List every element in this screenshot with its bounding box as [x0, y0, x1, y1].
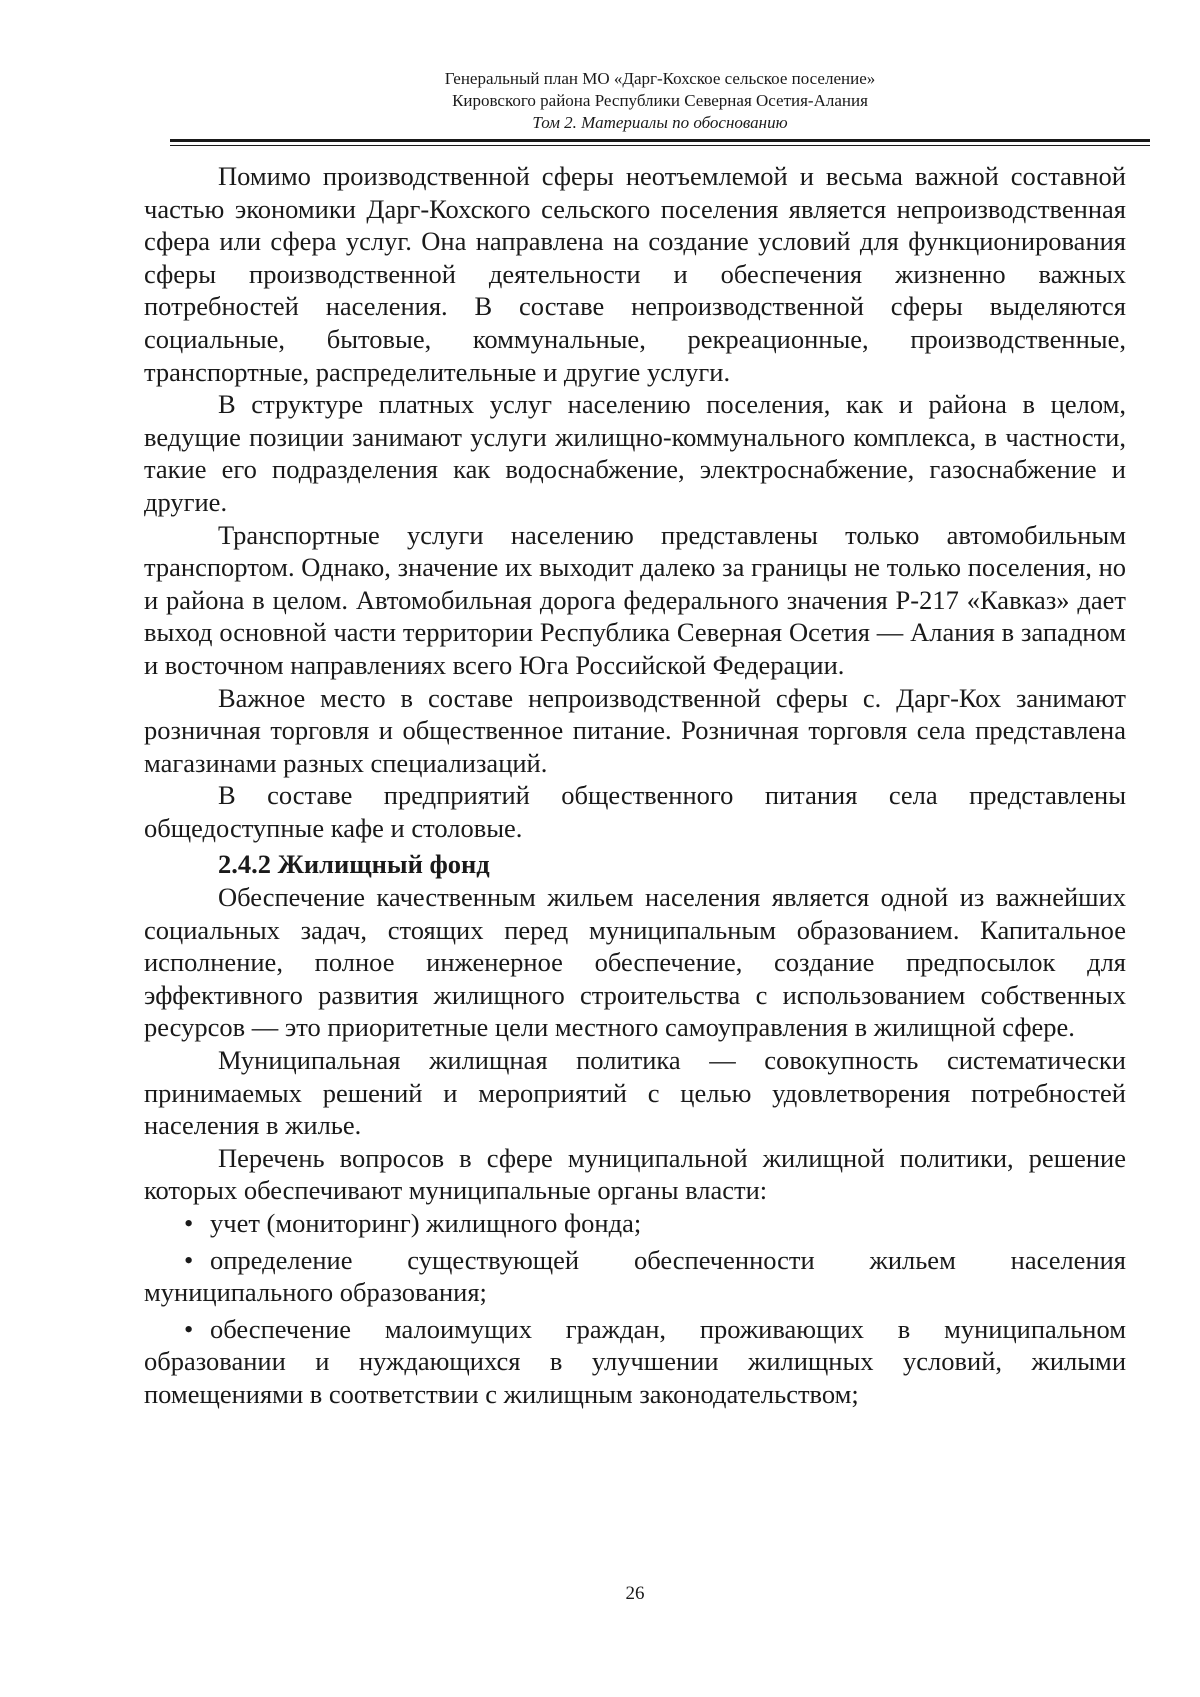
header-rule-thin	[170, 145, 1150, 146]
bullet-list	[144, 1207, 1126, 1411]
list-item-text: обеспечение малоимущих граждан, проживающих в муниципальном образовании и нуждающихся в улучшении жилищных условий, жилыми помещениями в соответствии с жилищным законодательством;	[144, 1313, 1126, 1409]
paragraph: Транспортные услуги населению представлены только автомобильным транспортом. Однако, значение их выходит далеко за границы не только поселения, но и района в целом. Автомобильная дорога федерального значения Р-217 «Кавказ» дает выход основной части территории Республика Северная Осетия — Алания в западном и восточном направлениях всего Юга Российской Федерации.	[144, 519, 1126, 680]
bullet-icon: •	[184, 1208, 194, 1238]
section-heading: 2.4.2 Жилищный фонд	[218, 849, 490, 880]
list-item	[144, 1207, 1126, 1240]
page-header	[170, 68, 1150, 134]
bullet-icon: •	[184, 1313, 194, 1344]
paragraph: Помимо производственной сферы неотъемлемой и весьма важной составной частью экономики Дарг-Кохского сельского поселения является непроизводственная сфера или сфера услуг. Она направлена на создание условий для функционирования сферы производственной деятельности и обеспечения жизненно важных потребностей населения. В составе непроизводственной сферы выделяются социальные, бытовые, коммунальные, рекреационные, производственные, транспортные, распределительные и другие услуги.	[144, 161, 1126, 387]
page-number: 26	[625, 1583, 645, 1604]
paragraph: Муниципальная жилищная политика — совокупность систематически принимаемых решений и мероприятий с целью удовлетворения потребностей населения в жилье.	[144, 1045, 1126, 1141]
paragraph: Перечень вопросов в сфере муниципальной жилищной политики, решение которых обеспечивают муниципальные органы власти:	[144, 1142, 1126, 1206]
header-region-line: Кировского района Республики Северная Осетия-Алания	[452, 91, 868, 110]
list-item-text: учет (мониторинг) жилищного фонда;	[210, 1208, 642, 1238]
header-title-line: Генеральный план МО «Дарг-Кохское сельское поселение»	[444, 69, 876, 88]
list-item	[144, 1313, 1126, 1411]
bullet-icon: •	[184, 1244, 194, 1275]
body-text	[144, 160, 1126, 1415]
paragraph: В структуре платных услуг населению поселения, как и района в целом, ведущие позиции занимают услуги жилищно-коммунального комплекса, в частности, такие его подразделения как водоснабжение, электроснабжение, газоснабжение и другие.	[144, 389, 1126, 517]
paragraph: Обеспечение качественным жильем населения является одной из важнейших социальных задач, стоящих перед муниципальным образованием. Капитальное исполнение, полное инженерное обеспечение, создание предпосылок для эффективного развития жилищного строительства с использованием собственных ресурсов — это приоритетные цели местного самоуправления в жилищной сфере.	[144, 882, 1126, 1043]
list-item	[144, 1244, 1126, 1309]
header-volume-line: Том 2. Материалы по обоснованию	[532, 113, 788, 132]
list-item-text: определение существующей обеспеченности жильем населения муниципального образования;	[144, 1244, 1126, 1308]
paragraph: В составе предприятий общественного питания села представлены общедоступные кафе и столовые.	[144, 780, 1126, 843]
header-rule-thick	[170, 139, 1150, 142]
paragraph: Важное место в составе непроизводственной сферы с. Дарг-Кох занимают розничная торговля и общественное питание. Розничная торговля села представлена магазинами разных специализаций.	[144, 682, 1126, 778]
